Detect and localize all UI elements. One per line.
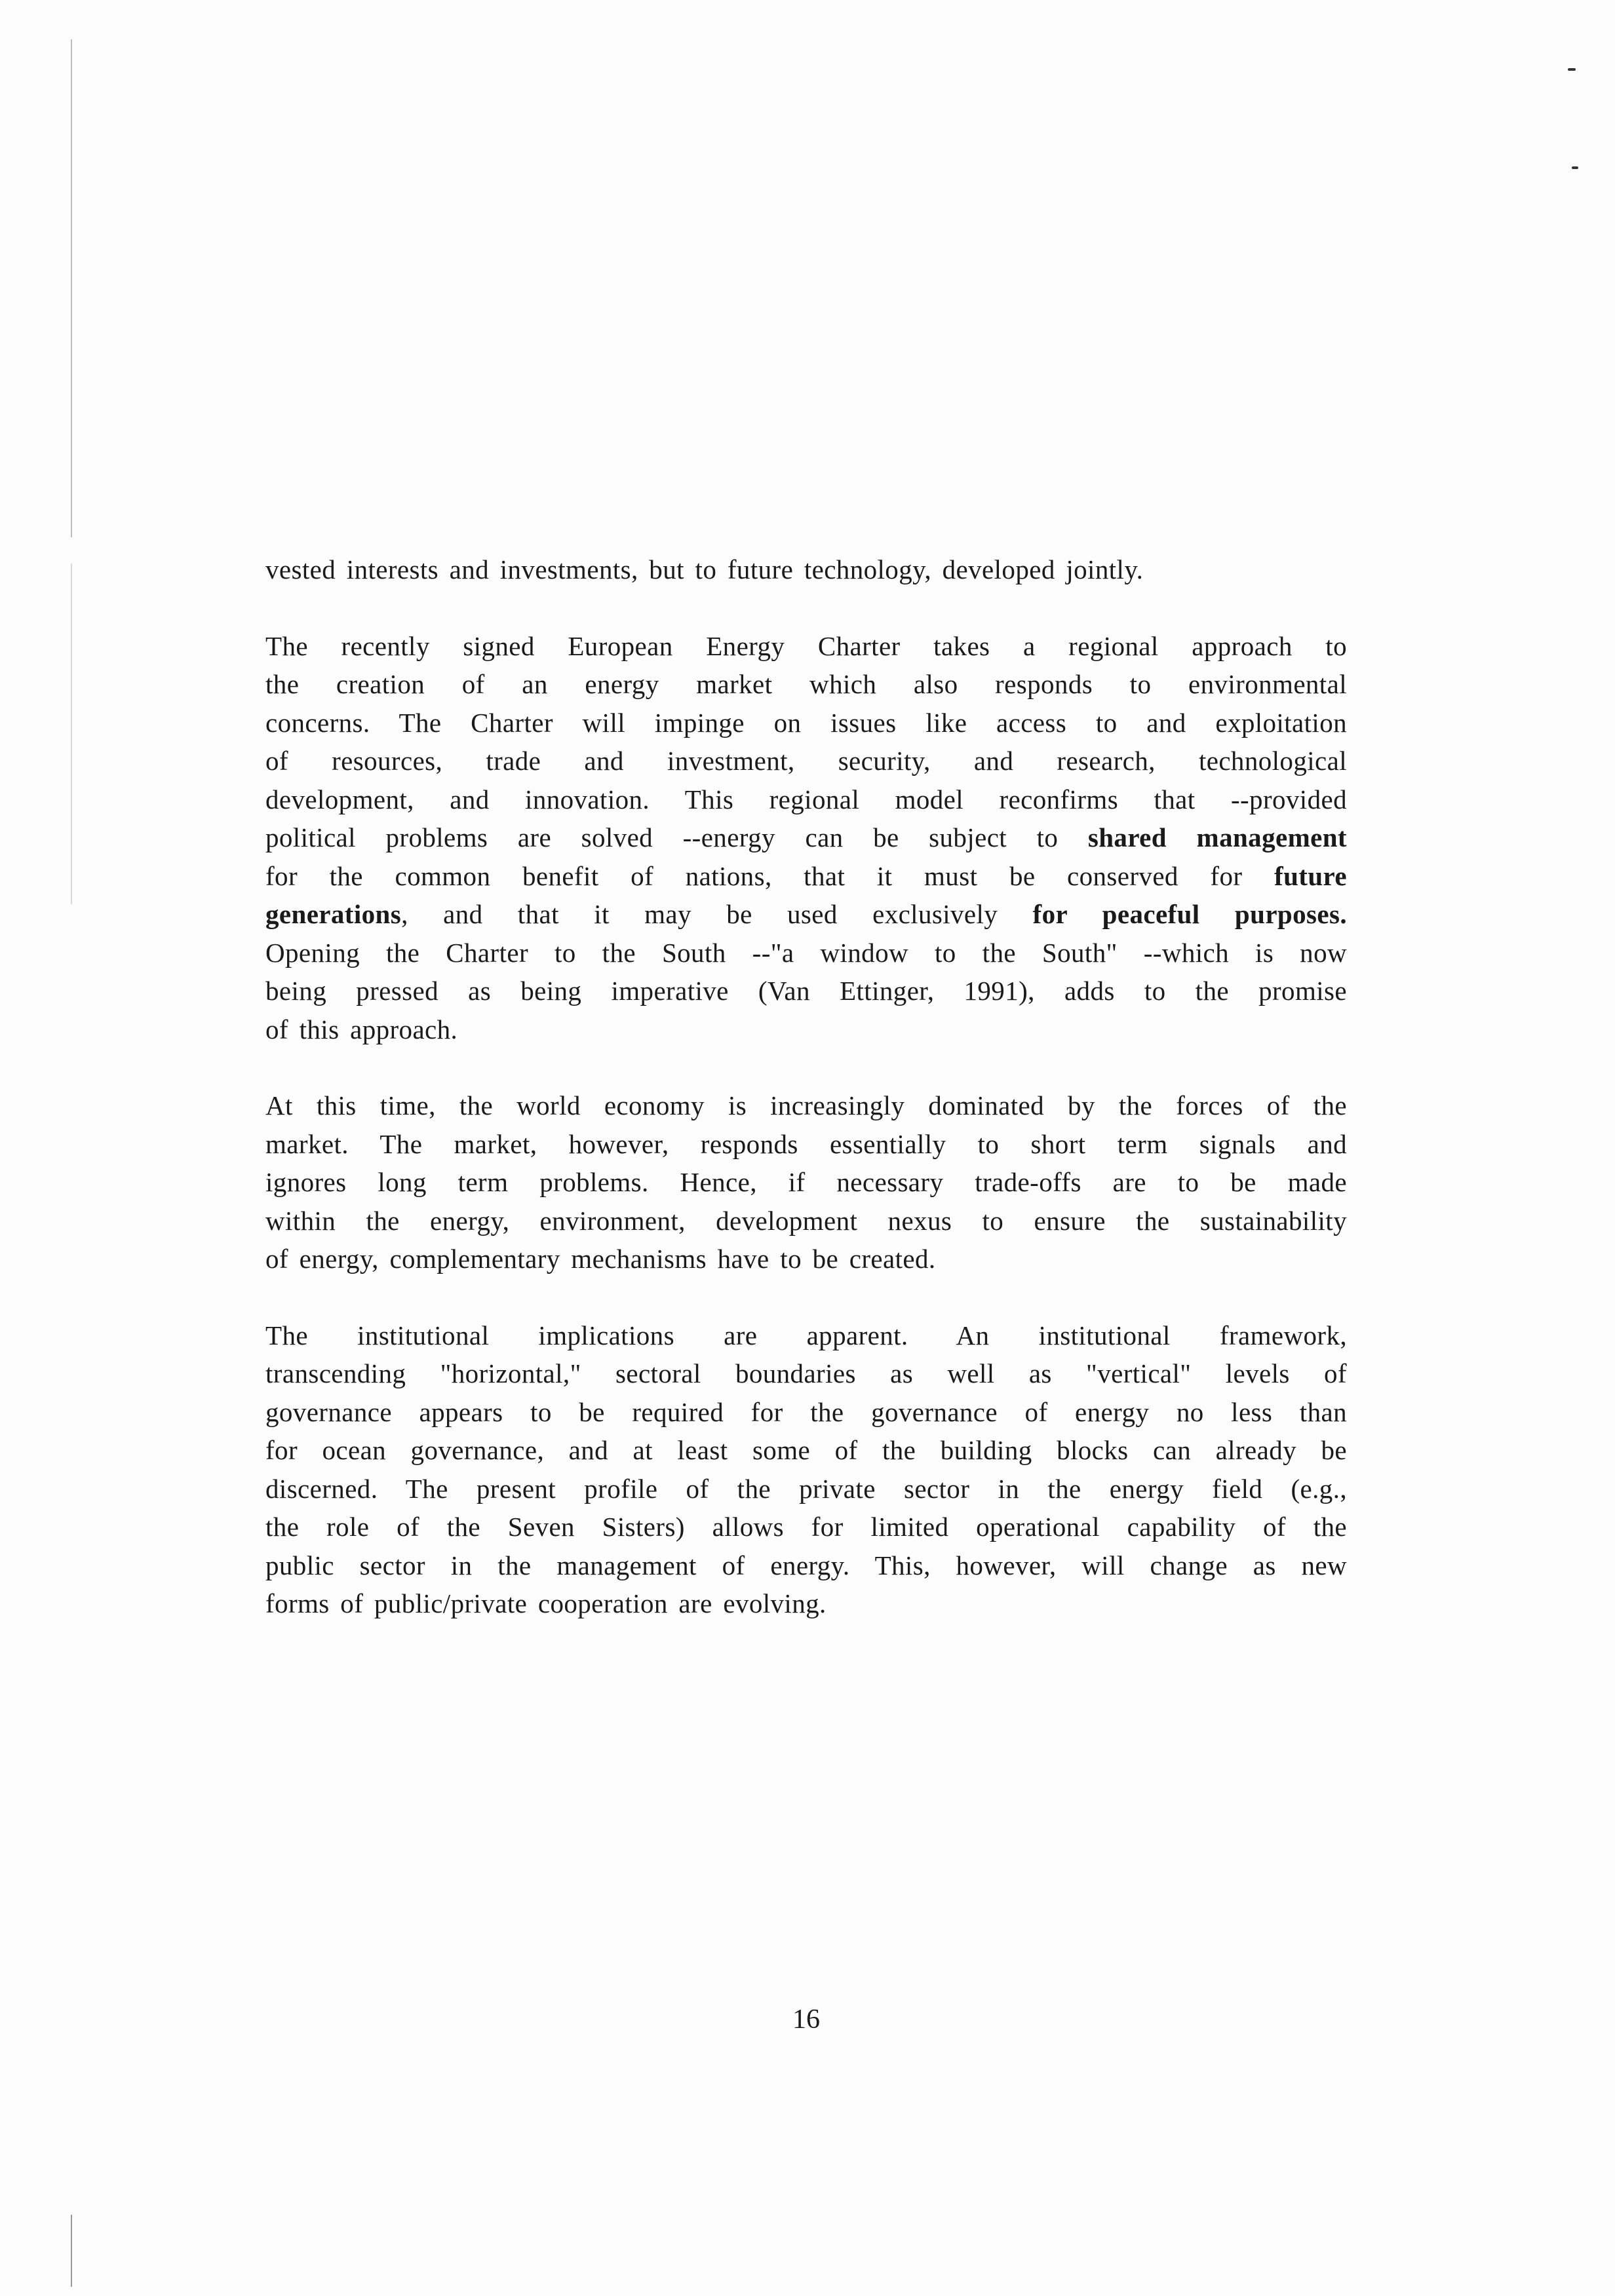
page-number: 16	[792, 2004, 820, 2035]
text-run: governance appears to be required for the governance of energy no less than	[265, 1396, 1347, 1427]
text-run: Opening the Charter to the South --"a window to the South" --which is now	[265, 937, 1347, 968]
text-line	[265, 742, 1347, 780]
text-run: concerns. The Charter will impinge on issues like access to and exploitation	[265, 707, 1347, 738]
document-body	[265, 550, 1347, 1661]
text-line	[265, 1508, 1347, 1546]
text-line	[265, 704, 1347, 742]
text-line	[265, 818, 1347, 857]
scan-margin-line	[71, 39, 72, 537]
scan-margin-line	[71, 564, 72, 904]
text-run: political problems are solved --energy can be subject to	[265, 822, 1088, 852]
text-line	[265, 780, 1347, 819]
text-line	[265, 1393, 1347, 1432]
text-run: for ocean governance, and at least some of the building blocks can already be	[265, 1435, 1347, 1465]
text-run: being pressed as being imperative (Van Ettinger, 1991), adds to the promise	[265, 976, 1347, 1006]
text-run: transcending "horizontal," sectoral boundaries as well as "vertical" levels of	[265, 1358, 1347, 1388]
text-run: within the energy, environment, development nexus to ensure the sustainability	[265, 1205, 1347, 1236]
text-run: for the common benefit of nations, that it must be conserved for	[265, 860, 1275, 891]
text-run: forms of public/private cooperation are evolving.	[265, 1588, 827, 1618]
text-run: , and that it may be used exclusively	[401, 899, 1033, 929]
text-line	[265, 1470, 1347, 1508]
text-run: The institutional implications are apparent. An institutional framework,	[265, 1320, 1347, 1350]
text-run: market. The market, however, responds essentially to short term signals and	[265, 1128, 1347, 1159]
text-line	[265, 972, 1347, 1010]
text-line	[265, 1202, 1347, 1240]
text-line	[265, 1316, 1347, 1355]
text-run: ignores long term problems. Hence, if necessary trade-offs are to be made	[265, 1167, 1347, 1197]
text-run: public sector in the management of energy. This, however, will change as new	[265, 1550, 1347, 1580]
text-line	[265, 1431, 1347, 1470]
text-run: development, and innovation. This regional model reconfirms that --provided	[265, 784, 1347, 814]
text-run: the role of the Seven Sisters) allows for limited operational capability of the	[265, 1512, 1347, 1542]
paragraph	[265, 627, 1347, 1049]
text-line	[265, 934, 1347, 972]
text-run: discerned. The present profile of the private sector in the energy field (e.g.,	[265, 1473, 1347, 1504]
text-line	[265, 1086, 1347, 1125]
text-run: of resources, trade and investment, security, and research, technological	[265, 746, 1347, 776]
text-line	[265, 550, 1347, 589]
bold-text-run: for peaceful purposes.	[1032, 899, 1347, 929]
bold-text-run: shared management	[1087, 822, 1347, 852]
text-line	[265, 895, 1347, 934]
text-run: of energy, complementary mechanisms have to be created.	[265, 1244, 936, 1274]
text-run: the creation of an energy market which also responds to environmental	[265, 669, 1347, 699]
bold-text-run: generations	[265, 899, 402, 929]
text-line	[265, 857, 1347, 896]
text-run: vested interests and investments, but to future technology, developed jointly.	[265, 554, 1144, 584]
paragraph	[265, 1316, 1347, 1623]
text-line	[265, 665, 1347, 704]
scan-margin-line	[71, 2215, 72, 2287]
scan-speck	[1572, 166, 1578, 169]
text-line	[265, 1240, 1347, 1278]
paragraph	[265, 1086, 1347, 1278]
text-line	[265, 1163, 1347, 1202]
text-line	[265, 1125, 1347, 1164]
text-run: of this approach.	[265, 1014, 458, 1044]
paragraph	[265, 550, 1347, 589]
scan-speck	[1568, 68, 1576, 71]
text-line	[265, 1010, 1347, 1049]
text-run: At this time, the world economy is increasingly dominated by the forces of the	[265, 1090, 1347, 1120]
text-line	[265, 1354, 1347, 1393]
text-line	[265, 627, 1347, 666]
text-line	[265, 1546, 1347, 1585]
text-run: The recently signed European Energy Charter takes a regional approach to	[265, 630, 1347, 661]
text-line	[265, 1584, 1347, 1623]
bold-text-run: future	[1274, 860, 1347, 891]
